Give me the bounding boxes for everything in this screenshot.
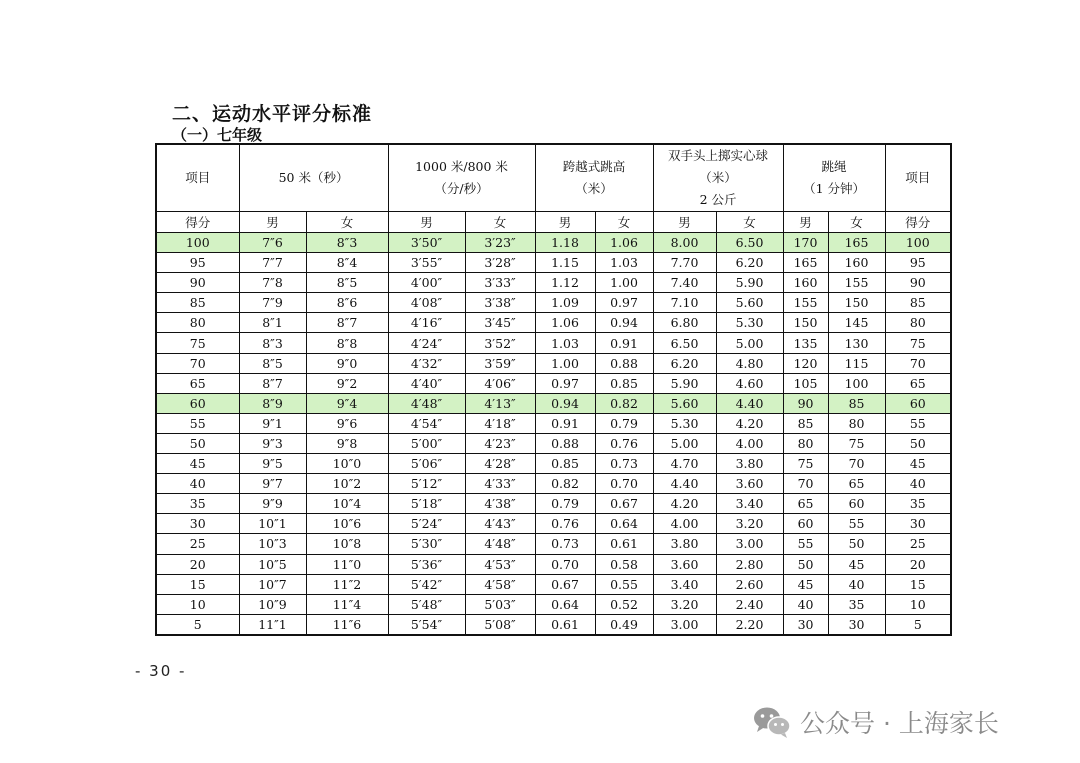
subheader-cell: 女	[828, 212, 885, 233]
table-row	[156, 594, 951, 614]
table-cell: 3′45″	[465, 313, 535, 333]
table-cell: 8″3	[239, 333, 306, 353]
table-cell: 10	[885, 594, 951, 614]
table-cell: 7.10	[653, 293, 716, 313]
table-cell: 4.00	[716, 433, 783, 453]
grade-subheading: （一）七年级	[172, 126, 263, 144]
table-cell: 8″5	[239, 353, 306, 373]
table-cell: 45	[828, 554, 885, 574]
table-cell: 8″8	[306, 333, 388, 353]
table-cell: 5′48″	[388, 594, 465, 614]
table-cell: 50	[156, 433, 239, 453]
table-cell: 10″6	[306, 514, 388, 534]
table-cell: 10″4	[306, 494, 388, 514]
table-row	[156, 494, 951, 514]
table-cell: 10″5	[239, 554, 306, 574]
table-cell: 5′18″	[388, 494, 465, 514]
table-cell: 5′42″	[388, 574, 465, 594]
table-cell: 5.00	[653, 433, 716, 453]
table-cell: 70	[885, 353, 951, 373]
table-cell: 1.03	[535, 333, 595, 353]
table-cell: 10″2	[306, 474, 388, 494]
table-row	[156, 433, 951, 453]
table-cell: 6.50	[716, 233, 783, 253]
table-cell: 4′54″	[388, 413, 465, 433]
table-cell: 3′38″	[465, 293, 535, 313]
table-cell: 4′18″	[465, 413, 535, 433]
table-row	[156, 253, 951, 273]
table-cell: 0.76	[595, 433, 653, 453]
table-cell: 3′50″	[388, 233, 465, 253]
table-row	[156, 393, 951, 413]
table-cell: 4′43″	[465, 514, 535, 534]
table-cell: 30	[156, 514, 239, 534]
table-body	[156, 233, 951, 635]
table-row	[156, 413, 951, 433]
table-cell: 1.00	[595, 273, 653, 293]
table-subheader-row	[156, 212, 951, 233]
table-cell: 7″6	[239, 233, 306, 253]
table-cell: 5.30	[653, 413, 716, 433]
table-row	[156, 554, 951, 574]
header-item-left: 项目	[156, 144, 239, 212]
table-cell: 25	[885, 534, 951, 554]
table-cell: 3.60	[716, 474, 783, 494]
table-cell: 6.50	[653, 333, 716, 353]
table-cell: 10″0	[306, 454, 388, 474]
header-item-right: 项目	[885, 144, 951, 212]
table-cell: 80	[885, 313, 951, 333]
table-cell: 75	[156, 333, 239, 353]
table-row	[156, 353, 951, 373]
table-cell: 2.60	[716, 574, 783, 594]
subheader-cell: 男	[535, 212, 595, 233]
table-cell: 6.20	[716, 253, 783, 273]
table-cell: 9″5	[239, 454, 306, 474]
table-cell: 3.60	[653, 554, 716, 574]
table-cell: 0.49	[595, 614, 653, 635]
table-cell: 7.70	[653, 253, 716, 273]
table-cell: 7″9	[239, 293, 306, 313]
score-table	[155, 143, 952, 636]
table-cell: 3′55″	[388, 253, 465, 273]
table-cell: 0.85	[595, 373, 653, 393]
table-cell: 0.58	[595, 554, 653, 574]
table-row	[156, 514, 951, 534]
table-cell: 5′06″	[388, 454, 465, 474]
table-cell: 100	[156, 233, 239, 253]
table-cell: 165	[783, 253, 828, 273]
table-cell: 85	[783, 413, 828, 433]
table-cell: 65	[783, 494, 828, 514]
table-cell: 45	[156, 454, 239, 474]
table-cell: 120	[783, 353, 828, 373]
table-cell: 4′53″	[465, 554, 535, 574]
table-cell: 8″7	[239, 373, 306, 393]
table-cell: 5′00″	[388, 433, 465, 453]
table-cell: 105	[783, 373, 828, 393]
table-cell: 45	[783, 574, 828, 594]
table-cell: 8.00	[653, 233, 716, 253]
table-cell: 45	[885, 454, 951, 474]
table-cell: 50	[885, 433, 951, 453]
table-cell: 1.18	[535, 233, 595, 253]
table-cell: 9″9	[239, 494, 306, 514]
table-cell: 155	[783, 293, 828, 313]
subheader-cell: 男	[239, 212, 306, 233]
table-cell: 5.00	[716, 333, 783, 353]
table-row	[156, 273, 951, 293]
table-cell: 135	[783, 333, 828, 353]
table-cell: 4′08″	[388, 293, 465, 313]
table-cell: 0.73	[535, 534, 595, 554]
table-cell: 165	[828, 233, 885, 253]
table-cell: 4.80	[716, 353, 783, 373]
table-cell: 11″6	[306, 614, 388, 635]
table-cell: 3.80	[716, 454, 783, 474]
table-cell: 1.00	[535, 353, 595, 373]
table-cell: 160	[828, 253, 885, 273]
table-cell: 0.97	[535, 373, 595, 393]
table-cell: 95	[885, 253, 951, 273]
subheader-cell: 女	[595, 212, 653, 233]
table-cell: 2.20	[716, 614, 783, 635]
table-cell: 30	[885, 514, 951, 534]
table-cell: 130	[828, 333, 885, 353]
table-cell: 0.88	[595, 353, 653, 373]
table-cell: 65	[885, 373, 951, 393]
table-cell: 0.61	[535, 614, 595, 635]
table-cell: 0.79	[535, 494, 595, 514]
table-cell: 9″4	[306, 393, 388, 413]
subheader-cell: 女	[716, 212, 783, 233]
table-cell: 100	[828, 373, 885, 393]
table-cell: 11″0	[306, 554, 388, 574]
table-row	[156, 614, 951, 635]
table-cell: 0.70	[535, 554, 595, 574]
table-cell: 85	[885, 293, 951, 313]
table-cell: 50	[783, 554, 828, 574]
table-cell: 1.06	[595, 233, 653, 253]
table-cell: 10″9	[239, 594, 306, 614]
table-cell: 0.64	[595, 514, 653, 534]
table-row	[156, 313, 951, 333]
section-heading: 二、运动水平评分标准	[172, 103, 373, 125]
table-cell: 8″5	[306, 273, 388, 293]
table-cell: 5′08″	[465, 614, 535, 635]
table-cell: 10″8	[306, 534, 388, 554]
table-cell: 80	[828, 413, 885, 433]
table-cell: 60	[156, 393, 239, 413]
table-cell: 1.12	[535, 273, 595, 293]
table-cell: 75	[885, 333, 951, 353]
table-cell: 35	[828, 594, 885, 614]
table-cell: 8″9	[239, 393, 306, 413]
table-cell: 3.20	[653, 594, 716, 614]
table-cell: 4.20	[653, 494, 716, 514]
table-cell: 11″4	[306, 594, 388, 614]
table-row	[156, 454, 951, 474]
header-rope-skipping: 跳绳 （1 分钟）	[783, 144, 885, 212]
table-cell: 40	[783, 594, 828, 614]
table-cell: 3.40	[716, 494, 783, 514]
table-cell: 7″8	[239, 273, 306, 293]
table-cell: 150	[828, 293, 885, 313]
watermark-text: 公众号 · 上海家长	[800, 709, 999, 738]
header-high-jump: 跨越式跳高 （米）	[535, 144, 653, 212]
table-cell: 75	[783, 454, 828, 474]
table-cell: 11″2	[306, 574, 388, 594]
table-cell: 7.40	[653, 273, 716, 293]
table-cell: 2.80	[716, 554, 783, 574]
table-cell: 145	[828, 313, 885, 333]
table-cell: 7″7	[239, 253, 306, 273]
table-cell: 4.20	[716, 413, 783, 433]
table-cell: 160	[783, 273, 828, 293]
table-cell: 0.94	[595, 313, 653, 333]
table-cell: 8″4	[306, 253, 388, 273]
table-cell: 80	[783, 433, 828, 453]
table-cell: 9″6	[306, 413, 388, 433]
table-cell: 5.60	[653, 393, 716, 413]
subheader-cell: 得分	[156, 212, 239, 233]
table-cell: 85	[828, 393, 885, 413]
table-cell: 0.55	[595, 574, 653, 594]
table-cell: 60	[885, 393, 951, 413]
table-cell: 60	[828, 494, 885, 514]
table-cell: 4.40	[653, 474, 716, 494]
table-cell: 70	[156, 353, 239, 373]
table-cell: 10″7	[239, 574, 306, 594]
table-cell: 9″1	[239, 413, 306, 433]
table-cell: 0.64	[535, 594, 595, 614]
table-cell: 3.80	[653, 534, 716, 554]
table-cell: 0.70	[595, 474, 653, 494]
table-cell: 40	[885, 474, 951, 494]
subheader-cell: 男	[783, 212, 828, 233]
table-cell: 5′12″	[388, 474, 465, 494]
page-number: - 30 -	[135, 662, 187, 680]
table-cell: 4′13″	[465, 393, 535, 413]
table-cell: 170	[783, 233, 828, 253]
table-cell: 15	[885, 574, 951, 594]
table-cell: 3′28″	[465, 253, 535, 273]
table-cell: 5.60	[716, 293, 783, 313]
table-cell: 0.73	[595, 454, 653, 474]
table-cell: 4′48″	[388, 393, 465, 413]
table-cell: 4′32″	[388, 353, 465, 373]
table-cell: 95	[156, 253, 239, 273]
table-cell: 55	[828, 514, 885, 534]
table-cell: 0.61	[595, 534, 653, 554]
table-cell: 4′16″	[388, 313, 465, 333]
table-cell: 8″3	[306, 233, 388, 253]
table-cell: 0.88	[535, 433, 595, 453]
table-cell: 0.91	[535, 413, 595, 433]
table-cell: 65	[156, 373, 239, 393]
table-cell: 5.30	[716, 313, 783, 333]
table-cell: 11″1	[239, 614, 306, 635]
table-cell: 4′33″	[465, 474, 535, 494]
table-cell: 3.00	[653, 614, 716, 635]
subheader-cell: 男	[653, 212, 716, 233]
table-cell: 30	[828, 614, 885, 635]
table-cell: 0.91	[595, 333, 653, 353]
table-cell: 3′33″	[465, 273, 535, 293]
table-cell: 0.97	[595, 293, 653, 313]
table-cell: 4′38″	[465, 494, 535, 514]
table-cell: 5	[885, 614, 951, 635]
header-1000m-800m: 1000 米/800 米 （分/秒）	[388, 144, 535, 212]
table-cell: 80	[156, 313, 239, 333]
table-cell: 3′52″	[465, 333, 535, 353]
table-row	[156, 233, 951, 253]
table-cell: 6.80	[653, 313, 716, 333]
table-cell: 0.82	[535, 474, 595, 494]
table-cell: 35	[885, 494, 951, 514]
subheader-cell: 女	[306, 212, 388, 233]
table-cell: 4.70	[653, 454, 716, 474]
table-cell: 30	[783, 614, 828, 635]
table-cell: 5.90	[716, 273, 783, 293]
subheader-cell: 男	[388, 212, 465, 233]
table-cell: 5′54″	[388, 614, 465, 635]
table-cell: 8″1	[239, 313, 306, 333]
table-cell: 90	[156, 273, 239, 293]
wechat-icon	[752, 705, 792, 739]
table-cell: 1.15	[535, 253, 595, 273]
table-cell: 3′59″	[465, 353, 535, 373]
table-cell: 15	[156, 574, 239, 594]
table-row	[156, 574, 951, 594]
table-cell: 5′24″	[388, 514, 465, 534]
table-cell: 4′23″	[465, 433, 535, 453]
table-cell: 65	[828, 474, 885, 494]
subheader-cell: 女	[465, 212, 535, 233]
watermark	[752, 702, 999, 742]
header-50m: 50 米（秒）	[239, 144, 388, 212]
table-cell: 0.67	[595, 494, 653, 514]
table-cell: 55	[885, 413, 951, 433]
table-cell: 9″0	[306, 353, 388, 373]
table-cell: 155	[828, 273, 885, 293]
table-cell: 0.67	[535, 574, 595, 594]
table-cell: 4′28″	[465, 454, 535, 474]
table-cell: 85	[156, 293, 239, 313]
table-cell: 4.00	[653, 514, 716, 534]
table-cell: 4′40″	[388, 373, 465, 393]
table-cell: 150	[783, 313, 828, 333]
table-cell: 2.40	[716, 594, 783, 614]
table-cell: 75	[828, 433, 885, 453]
table-row	[156, 474, 951, 494]
header-medicine-ball: 双手头上掷实心球 （米） 2 公斤	[653, 144, 783, 212]
table-cell: 8″6	[306, 293, 388, 313]
table-cell: 5′36″	[388, 554, 465, 574]
table-cell: 35	[156, 494, 239, 514]
table-cell: 4′06″	[465, 373, 535, 393]
table-row	[156, 293, 951, 313]
table-row	[156, 373, 951, 393]
table-cell: 1.09	[535, 293, 595, 313]
table-cell: 55	[156, 413, 239, 433]
table-row	[156, 534, 951, 554]
table-cell: 0.94	[535, 393, 595, 413]
table-cell: 70	[783, 474, 828, 494]
table-cell: 5′03″	[465, 594, 535, 614]
table-cell: 4.60	[716, 373, 783, 393]
table-cell: 8″7	[306, 313, 388, 333]
table-cell: 25	[156, 534, 239, 554]
table-cell: 5	[156, 614, 239, 635]
table-cell: 4′58″	[465, 574, 535, 594]
table-cell: 9″2	[306, 373, 388, 393]
table-cell: 5.90	[653, 373, 716, 393]
table-cell: 0.52	[595, 594, 653, 614]
table-cell: 6.20	[653, 353, 716, 373]
table-cell: 1.03	[595, 253, 653, 273]
table-cell: 60	[783, 514, 828, 534]
table-cell: 0.79	[595, 413, 653, 433]
table-cell: 10″1	[239, 514, 306, 534]
table-cell: 50	[828, 534, 885, 554]
table-cell: 10	[156, 594, 239, 614]
table-cell: 0.85	[535, 454, 595, 474]
table-cell: 9″3	[239, 433, 306, 453]
table-cell: 1.06	[535, 313, 595, 333]
table-cell: 115	[828, 353, 885, 373]
table-cell: 5′30″	[388, 534, 465, 554]
table-cell: 3′23″	[465, 233, 535, 253]
table-cell: 9″8	[306, 433, 388, 453]
table-cell: 40	[828, 574, 885, 594]
table-cell: 55	[783, 534, 828, 554]
table-row	[156, 333, 951, 353]
table-cell: 90	[783, 393, 828, 413]
table-cell: 4′24″	[388, 333, 465, 353]
table-cell: 0.76	[535, 514, 595, 534]
table-header-row	[156, 144, 951, 212]
table-cell: 3.20	[716, 514, 783, 534]
table-cell: 70	[828, 454, 885, 474]
table-cell: 100	[885, 233, 951, 253]
table-cell: 0.82	[595, 393, 653, 413]
table-cell: 20	[885, 554, 951, 574]
table-cell: 4′00″	[388, 273, 465, 293]
table-cell: 10″3	[239, 534, 306, 554]
table-cell: 90	[885, 273, 951, 293]
table-cell: 3.40	[653, 574, 716, 594]
table-cell: 40	[156, 474, 239, 494]
table-cell: 3.00	[716, 534, 783, 554]
table-cell: 4′48″	[465, 534, 535, 554]
table-cell: 4.40	[716, 393, 783, 413]
subheader-cell: 得分	[885, 212, 951, 233]
table-cell: 9″7	[239, 474, 306, 494]
table-cell: 20	[156, 554, 239, 574]
